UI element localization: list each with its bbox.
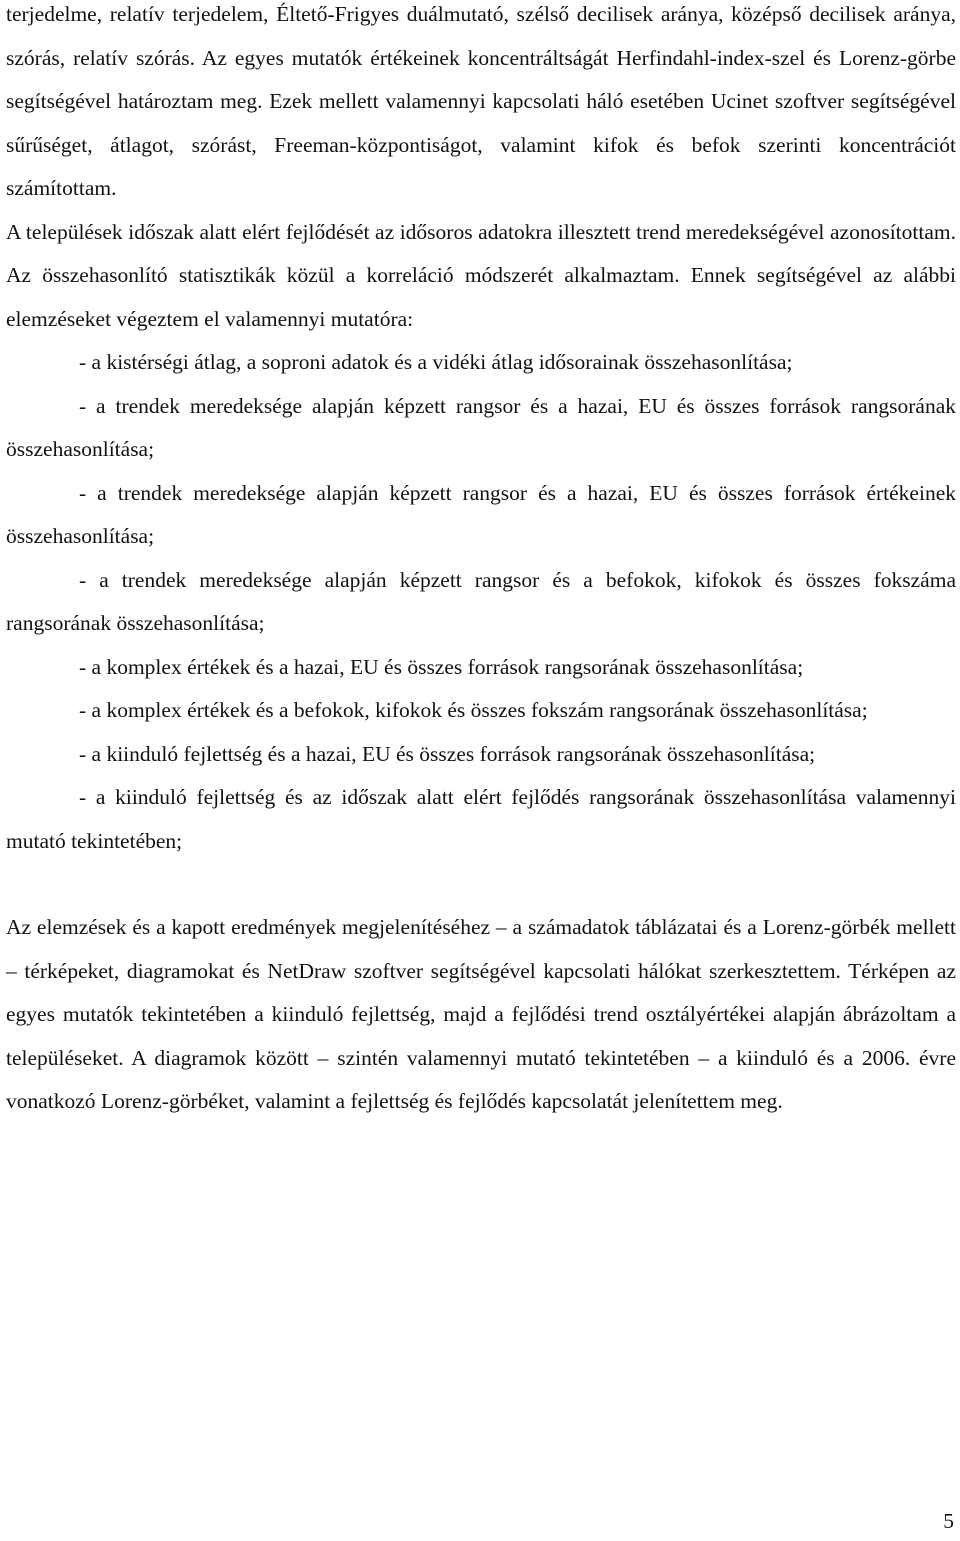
paragraph-spacer [6, 863, 956, 906]
list-item: - a trendek meredeksége alapján képzett rangsor és a hazai, EU és összes források értékeinek összehasonlítása; [6, 480, 956, 548]
document-page [6, 0, 956, 1124]
page-number: 5 [943, 1509, 954, 1533]
list-item: - a trendek meredeksége alapján képzett rangsor és a befokok, kifokok és összes fokszáma rangsorának összehasonlítása; [6, 567, 956, 635]
paragraph-methods: terjedelme, relatív terjedelem, Éltető-Frigyes duálmutató, szélső decilisek aránya, középső decilisek aránya, szórás, relatív szórás. Az egyes mutatók értékeinek koncentráltságát Herfindahl-index-szel és Lorenz-görbe segítségével határoztam meg. Ezek mellett valamennyi kapcsolati háló esetében Ucinet szoftver segítségével sűrűséget, átlagot, szórást, Freeman-központiságot, valamint kifok és befok szerinti koncentrációt számítottam. [6, 2, 956, 200]
list-item: - a komplex értékek és a befokok, kifokok és összes fokszám rangsorának összehasonlítása; [79, 698, 868, 722]
paragraph-development: A települések időszak alatt elért fejlődését az idősoros adatokra illesztett trend meredekségével azonosítottam. Az összehasonlító statisztikák közül a korreláció módszerét alkalmaztam. Ennek segítségével az alábbi elemzéseket végeztem el valamennyi mutatóra: [6, 219, 956, 331]
list-item: - a komplex értékek és a hazai, EU és összes források rangsorának összehasonlítása; [79, 654, 804, 679]
list-item: - a trendek meredeksége alapján képzett rangsor és a hazai, EU és összes források rangsorának összehasonlítása; [6, 393, 956, 461]
list-item: - a kiinduló fejlettség és az időszak alatt elért fejlődés rangsorának összehasonlítása valamennyi mutató tekintetében; [6, 785, 956, 853]
list-item: - a kiinduló fejlettség és a hazai, EU és összes források rangsorának összehasonlítása; [79, 741, 816, 766]
list-item: - a kistérségi átlag, a soproni adatok és a vidéki átlag idősorainak összehasonlítása; [79, 350, 793, 374]
paragraph-visualization: Az elemzések és a kapott eredmények megjelenítéséhez – a számadatok táblázatai és a Lorenz-görbék mellett – térképeket, diagramokat és NetDraw szoftver segítségével kapcsolati hálókat szerkesztettem. Térképen az egyes mutatók tekintetében a kiinduló fejlettség, majd a fejlődési trend osztályértékei alapján ábrázoltam a településeket. A diagramok között – szintén valamennyi mutató tekintetében – a kiinduló és a 2006. évre vonatkozó Lorenz-görbéket, valamint a fejlettség és fejlődés kapcsolatát jelenítettem meg. [6, 915, 956, 1113]
